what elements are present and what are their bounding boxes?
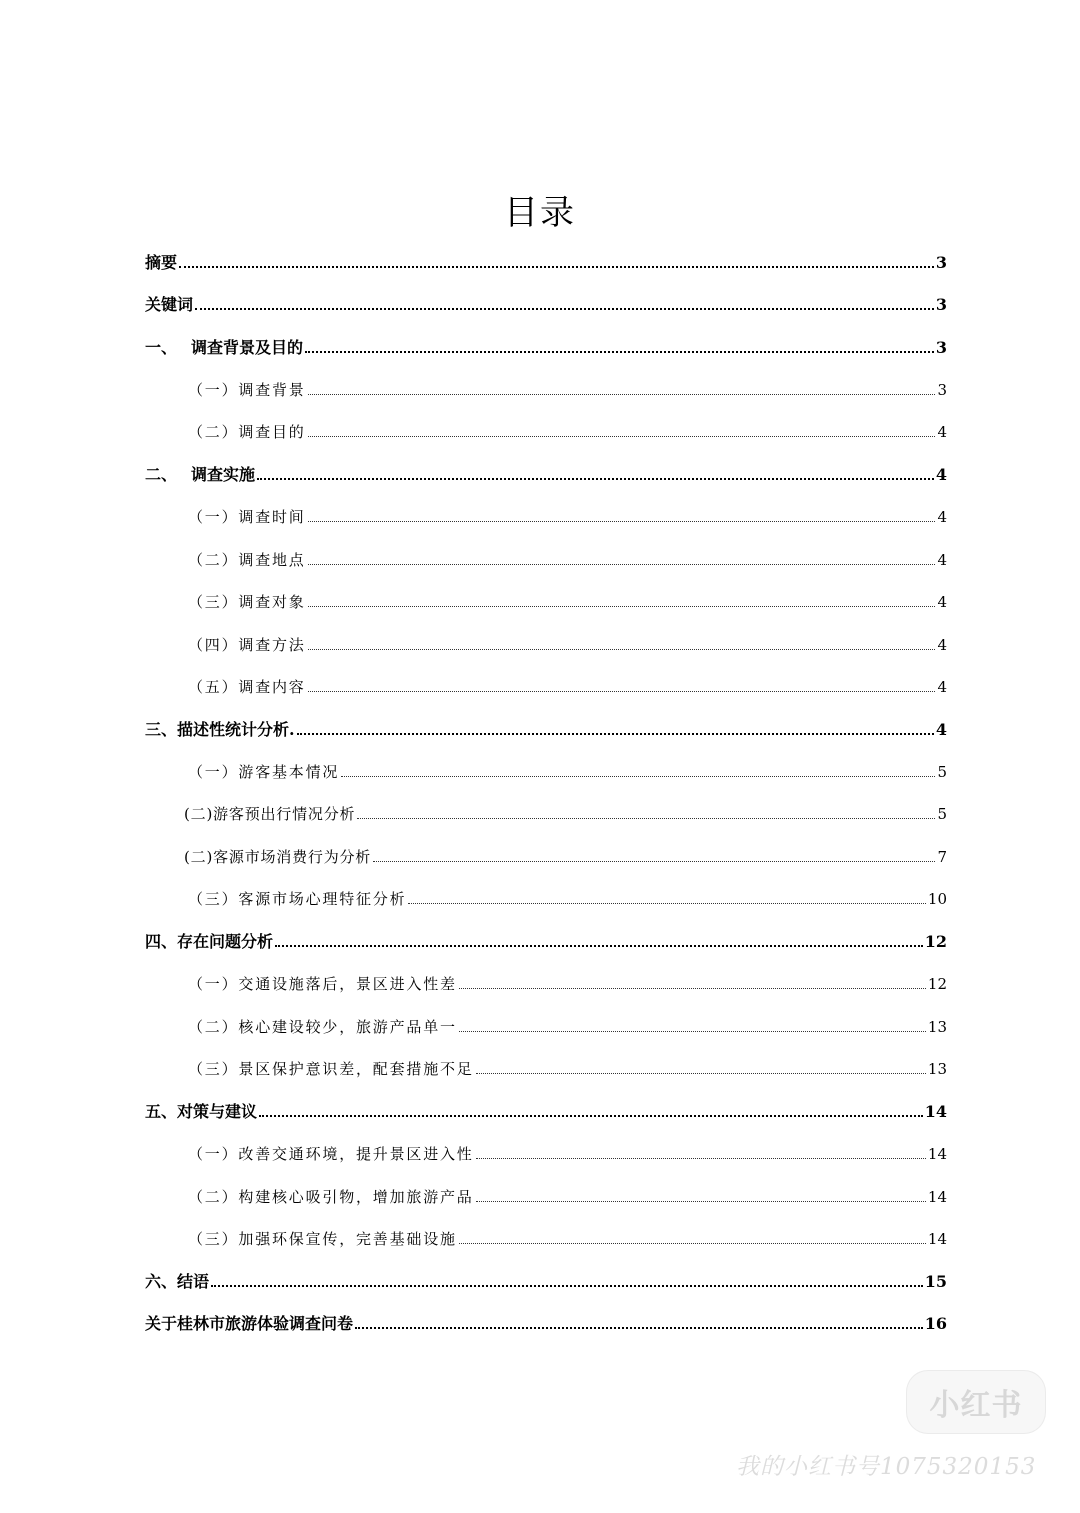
toc-entry-number: 二、 xyxy=(145,465,178,484)
toc-entry-subsection[interactable] xyxy=(188,1137,947,1165)
toc-entry-page: 13 xyxy=(927,1060,947,1078)
dot-leader xyxy=(297,733,934,735)
toc-entry-label: （二）调查目的 xyxy=(188,423,306,441)
toc-entry-section-1[interactable] xyxy=(145,331,947,359)
dot-leader xyxy=(373,861,935,862)
toc-entry-subsection[interactable] xyxy=(188,1052,947,1080)
dot-leader xyxy=(308,521,936,522)
toc-entry-page: 4 xyxy=(937,551,947,569)
toc-entry-label: （一）游客基本情况 xyxy=(188,763,340,781)
dot-leader xyxy=(308,436,936,437)
toc-entry-page: 4 xyxy=(937,678,947,696)
toc-entry-label: 关键词 xyxy=(145,295,194,314)
dot-leader xyxy=(305,351,934,353)
toc-entry-label: （三）调查对象 xyxy=(188,593,306,611)
toc-entry-subsection[interactable] xyxy=(188,967,947,995)
dot-leader xyxy=(257,478,934,480)
toc-entry-label: （三）景区保护意识差，配套措施不足 xyxy=(188,1060,474,1078)
toc-entry-page: 14 xyxy=(927,1188,947,1206)
toc-entry-subsection[interactable] xyxy=(184,840,947,868)
toc-entry-page: 13 xyxy=(927,1018,947,1036)
dot-leader xyxy=(308,564,936,565)
toc-entry-page: 4 xyxy=(935,720,947,739)
toc-entry-subsection[interactable] xyxy=(188,415,947,443)
toc-entry-page: 4 xyxy=(937,593,947,611)
toc-entry-label: 六、结语 xyxy=(145,1272,210,1291)
dot-leader xyxy=(408,903,926,904)
dot-leader xyxy=(308,649,936,650)
toc-entry-page: 4 xyxy=(937,423,947,441)
toc-entry-page: 4 xyxy=(935,465,947,484)
toc-entry-subsection[interactable] xyxy=(188,755,947,783)
toc-entry-page: 3 xyxy=(935,295,947,314)
toc-entry-section-5[interactable] xyxy=(145,1095,947,1123)
toc-entry-subsection[interactable] xyxy=(188,882,947,910)
dot-leader xyxy=(179,266,934,268)
toc-entry-page: 4 xyxy=(937,508,947,526)
toc-entry-subsection[interactable] xyxy=(188,585,947,613)
toc-entry-page: 14 xyxy=(927,1230,947,1248)
toc-entry-page: 5 xyxy=(937,763,947,781)
toc-entry-abstract[interactable] xyxy=(145,246,947,274)
dot-leader xyxy=(211,1285,923,1287)
dot-leader xyxy=(459,1031,926,1032)
dot-leader xyxy=(357,818,935,819)
toc-entry-label: （二）调查地点 xyxy=(188,551,306,569)
toc-entry-label: （一）调查时间 xyxy=(188,508,306,526)
toc-entry-label: （一）改善交通环境，提升景区进入性 xyxy=(188,1145,474,1163)
toc-entry-label: 三、描述性统计分析. xyxy=(145,720,295,739)
toc-entry-label: (二)游客预出行情况分析 xyxy=(184,805,356,823)
dot-leader xyxy=(308,691,936,692)
toc-entry-subsection[interactable] xyxy=(188,670,947,698)
toc-entry-label: （三）加强环保宣传，完善基础设施 xyxy=(188,1230,457,1248)
dot-leader xyxy=(195,308,934,310)
toc-entry-page: 5 xyxy=(937,805,947,823)
toc-entry-number: 一、 xyxy=(145,338,178,357)
toc-entry-section-3[interactable] xyxy=(145,713,947,741)
toc-entry-label: （一）调查背景 xyxy=(188,381,306,399)
toc-entry-appendix[interactable] xyxy=(145,1307,947,1335)
toc-entry-keywords[interactable] xyxy=(145,288,947,316)
toc-entry-page: 12 xyxy=(924,932,947,951)
toc-entry-label: 调查背景及目的 xyxy=(191,338,304,357)
toc-entry-subsection[interactable] xyxy=(184,797,947,825)
toc-entry-page: 14 xyxy=(927,1145,947,1163)
page-title: 目录 xyxy=(504,193,576,233)
toc-entry-subsection[interactable] xyxy=(188,543,947,571)
toc-entry-label: 五、对策与建议 xyxy=(145,1102,258,1121)
toc-entry-label: 调查实施 xyxy=(191,465,256,484)
toc-entry-section-2[interactable] xyxy=(145,458,947,486)
dot-leader xyxy=(476,1158,926,1159)
toc-entry-page: 3 xyxy=(935,253,947,272)
toc-entry-subsection[interactable] xyxy=(188,500,947,528)
xiaohongshu-logo-watermark: 小红书 xyxy=(906,1370,1046,1434)
toc-entry-label: （四）调查方法 xyxy=(188,636,306,654)
toc-entry-page: 4 xyxy=(937,636,947,654)
toc-entry-label: 摘要 xyxy=(145,253,178,272)
toc-entry-label: （三）客源市场心理特征分析 xyxy=(188,890,407,908)
dot-leader xyxy=(459,988,926,989)
toc-entry-page: 16 xyxy=(924,1314,947,1333)
dot-leader xyxy=(308,606,936,607)
dot-leader xyxy=(275,945,923,947)
dot-leader xyxy=(259,1115,923,1117)
dot-leader xyxy=(459,1243,926,1244)
toc-entry-page: 14 xyxy=(924,1102,947,1121)
toc-entry-label: (二)客源市场消费行为分析 xyxy=(184,848,372,866)
xiaohongshu-id-watermark: 我的小红书号1075320153 xyxy=(736,1454,1037,1480)
dot-leader xyxy=(308,394,936,395)
toc-entry-label: （一）交通设施落后，景区进入性差 xyxy=(188,975,457,993)
toc-entry-label: （二）构建核心吸引物，增加旅游产品 xyxy=(188,1188,474,1206)
dot-leader xyxy=(476,1201,926,1202)
toc-entry-subsection[interactable] xyxy=(188,1222,947,1250)
dot-leader xyxy=(355,1327,923,1329)
toc-entry-page: 10 xyxy=(927,890,947,908)
dot-leader xyxy=(341,776,935,777)
toc-entry-subsection[interactable] xyxy=(188,373,947,401)
toc-entry-label: （二）核心建设较少，旅游产品单一 xyxy=(188,1018,457,1036)
toc-entry-label: （五）调查内容 xyxy=(188,678,306,696)
toc-entry-page: 12 xyxy=(927,975,947,993)
toc-entry-section-6[interactable] xyxy=(145,1265,947,1293)
toc-entry-page: 3 xyxy=(937,381,947,399)
toc-entry-page: 15 xyxy=(924,1272,947,1291)
toc-entry-subsection[interactable] xyxy=(188,628,947,656)
toc-entry-label: 四、存在问题分析 xyxy=(145,932,274,951)
toc-entry-section-4[interactable] xyxy=(145,925,947,953)
dot-leader xyxy=(476,1073,926,1074)
toc-entry-subsection[interactable] xyxy=(188,1010,947,1038)
toc-entry-subsection[interactable] xyxy=(188,1180,947,1208)
toc-entry-page: 3 xyxy=(935,338,947,357)
toc-entry-label: 关于桂林市旅游体验调查问卷 xyxy=(145,1314,354,1333)
toc-entry-page: 7 xyxy=(937,848,947,866)
